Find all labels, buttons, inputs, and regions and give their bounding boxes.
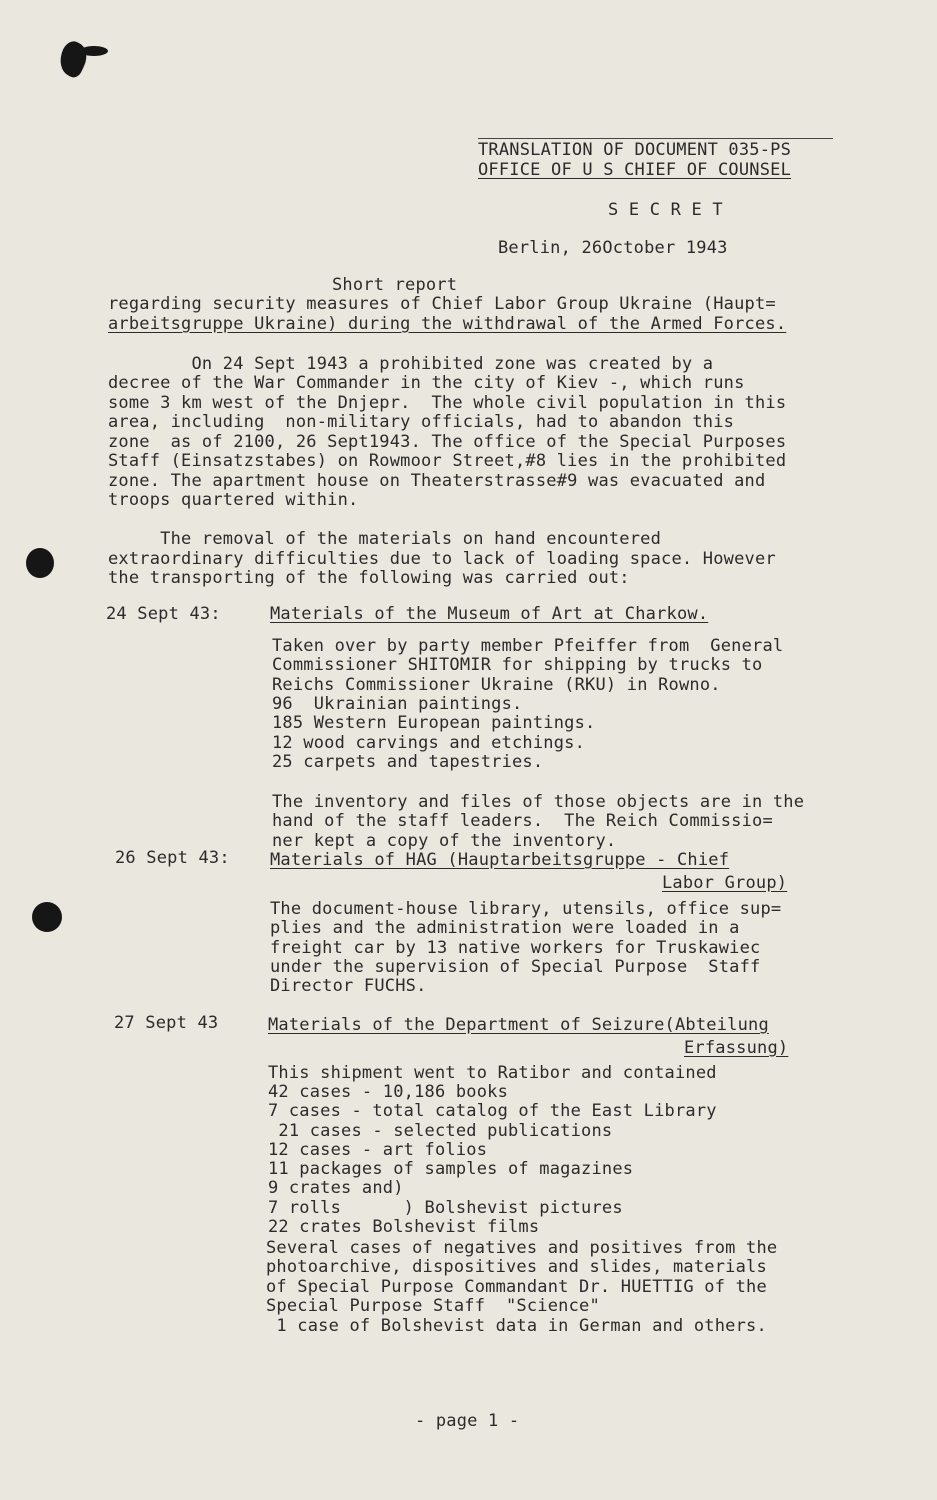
text-line: Director FUCHS. [270, 976, 427, 996]
text-line: 22 crates Bolshevist films [268, 1217, 540, 1237]
text-line: decree of the War Commander in the city of Kiev -, which runs [108, 373, 745, 393]
text-line: Staff (Einsatzstabes) on Rowmoor Street,#8 lies in the prohibited [108, 451, 787, 471]
text-line: The document-house library, utensils, office sup= [270, 899, 782, 919]
text-line: under the supervision of Special Purpose Staff [270, 957, 761, 977]
text-line: 7 rolls ) Bolshevist pictures [268, 1198, 623, 1218]
text-line: The removal of the materials on hand encountered [108, 529, 662, 549]
header-rule [478, 138, 833, 139]
text-line: troops quartered within. [108, 490, 359, 510]
entry-heading-cont: Labor Group) [662, 873, 788, 893]
entry-date: 27 Sept 43 [114, 1013, 219, 1033]
ink-blot-top-tail [80, 46, 108, 56]
entry-heading-cont: Erfassung) [684, 1038, 789, 1058]
text-line: On 24 Sept 1943 a prohibited zone was created by a [108, 354, 714, 374]
text-line: Commissioner SHITOMIR for shipping by trucks to [272, 655, 763, 675]
text-line: of Special Purpose Commandant Dr. HUETTIG of the [266, 1277, 767, 1297]
ink-blot-top [54, 38, 92, 80]
text-line: 25 carpets and tapestries. [272, 752, 544, 772]
text-line: 1 case of Bolshevist data in German and others. [266, 1316, 767, 1336]
text-line: 12 wood carvings and etchings. [272, 733, 586, 753]
text-line: some 3 km west of the Dnjepr. The whole civil population in this [108, 393, 787, 413]
header-line-2: OFFICE OF U S CHIEF OF COUNSEL [478, 160, 792, 180]
text-line: 11 packages of samples of magazines [268, 1159, 634, 1179]
report-subject-2: arbeitsgruppe Ukraine) during the withdrawal of the Armed Forces. [108, 314, 787, 334]
text-line: 7 cases - total catalog of the East Library [268, 1101, 717, 1121]
text-line: Special Purpose Staff "Science" [266, 1296, 600, 1316]
text-line: This shipment went to Ratibor and contained [268, 1063, 717, 1083]
classification: S E C R E T [608, 200, 723, 220]
entry-date: 26 Sept 43: [115, 848, 230, 868]
entry-date: 24 Sept 43: [106, 604, 221, 624]
text-line: extraordinary difficulties due to lack of loading space. However [108, 549, 776, 569]
text-line: 9 crates and) [268, 1178, 404, 1198]
text-line: ner kept a copy of the inventory. [272, 831, 617, 851]
text-line: 185 Western European paintings. [272, 713, 596, 733]
entry-heading: Materials of the Museum of Art at Charkow. [270, 604, 709, 624]
header-line-1: TRANSLATION OF DOCUMENT 035-PS [478, 140, 792, 160]
text-line: plies and the administration were loaded in a [270, 918, 740, 938]
text-line: photoarchive, dispositives and slides, materials [266, 1257, 767, 1277]
text-line: freight car by 13 native workers for Truskawiec [270, 938, 761, 958]
text-line: zone as of 2100, 26 Sept1943. The office of the Special Purposes [108, 432, 787, 452]
text-line: zone. The apartment house on Theaterstrasse#9 was evacuated and [108, 471, 766, 491]
text-line: area, including non-military officials, had to abandon this [108, 412, 735, 432]
punch-hole-lower [32, 902, 62, 932]
text-line: 42 cases - 10,186 books [268, 1082, 509, 1102]
text-line: the transporting of the following was carried out: [108, 568, 630, 588]
entry-heading: Materials of the Department of Seizure(Abteilung [268, 1015, 769, 1035]
text-line: Several cases of negatives and positives from the [266, 1238, 778, 1258]
text-line: The inventory and files of those objects are in the [272, 792, 805, 812]
text-line: Reichs Commissioner Ukraine (RKU) in Rowno. [272, 675, 721, 695]
text-line: Taken over by party member Pfeiffer from General [272, 636, 784, 656]
report-subject-1: regarding security measures of Chief Labor Group Ukraine (Haupt= [108, 294, 776, 314]
punch-hole-upper [26, 548, 54, 578]
report-title: Short report [332, 275, 458, 295]
text-line: 12 cases - art folios [268, 1140, 488, 1160]
dateline: Berlin, 26October 1943 [498, 238, 728, 258]
entry-heading: Materials of HAG (Hauptarbeitsgruppe - Chief [270, 850, 730, 870]
page-number: - page 1 - [415, 1411, 520, 1431]
text-line: hand of the staff leaders. The Reich Commissio= [272, 811, 773, 831]
text-line: 21 cases - selected publications [268, 1121, 613, 1141]
text-line: 96 Ukrainian paintings. [272, 694, 523, 714]
